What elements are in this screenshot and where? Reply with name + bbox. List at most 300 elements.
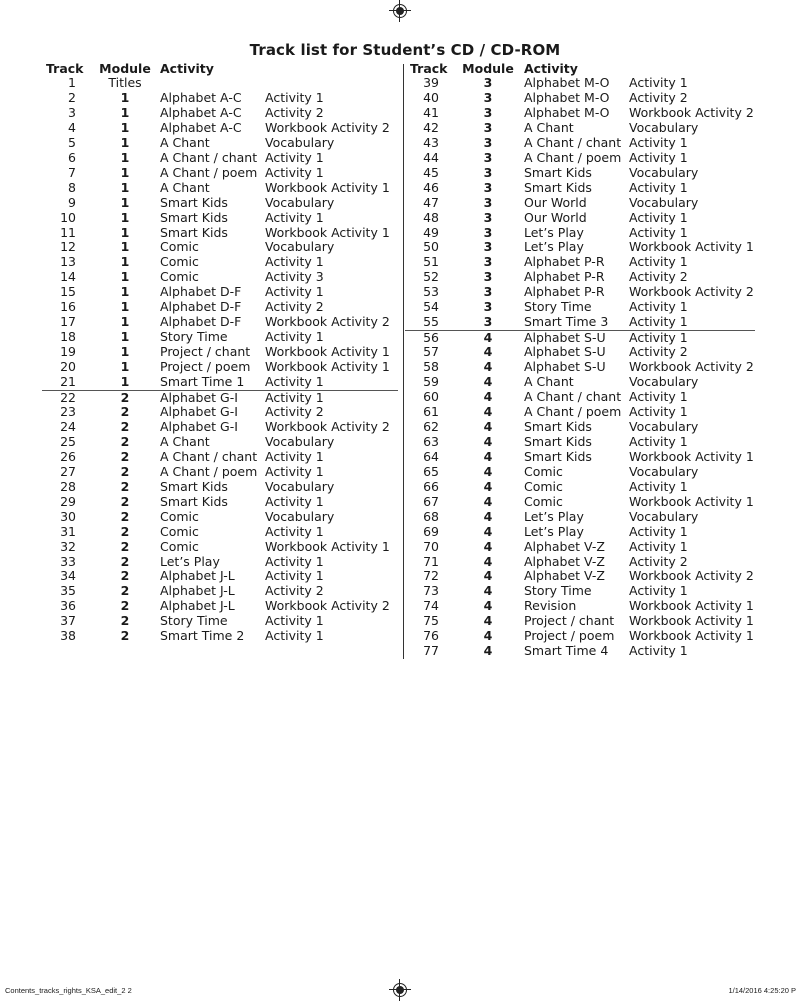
header-module: Module — [462, 61, 514, 76]
module-number: 4 — [483, 583, 493, 599]
module-number: 2 — [120, 568, 130, 584]
activity-name: Comic — [160, 239, 199, 255]
module-number: 2 — [120, 538, 130, 554]
activity-type: Workbook Activity 1 — [629, 493, 754, 509]
activity-type: Activity 1 — [265, 613, 324, 629]
module-number: 2 — [120, 598, 130, 614]
activity-name: Alphabet M-O — [524, 89, 610, 105]
activity-name: Alphabet D-F — [160, 314, 242, 330]
track-number: 19 — [60, 344, 76, 360]
activity-type: Workbook Activity 1 — [629, 628, 754, 644]
activity-type: Activity 2 — [265, 583, 324, 599]
track-number: 1 — [68, 75, 76, 90]
module-number: 3 — [483, 254, 493, 270]
track-number: 72 — [423, 568, 439, 584]
activity-name: Story Time — [524, 583, 592, 599]
table-row — [42, 315, 398, 330]
track-number: 16 — [60, 299, 76, 315]
activity-name: Alphabet J-L — [160, 598, 235, 614]
module-number: 1 — [120, 149, 130, 165]
module-number: 2 — [120, 433, 130, 449]
track-number: 64 — [423, 448, 439, 464]
table-row — [405, 569, 755, 584]
table-row — [405, 540, 755, 555]
module-number: 4 — [483, 359, 493, 375]
track-number: 69 — [423, 523, 439, 539]
activity-type: Workbook Activity 1 — [265, 224, 390, 240]
track-number: 26 — [60, 448, 76, 464]
activity-type: Activity 1 — [265, 553, 324, 569]
activity-name: Alphabet P-R — [524, 284, 605, 300]
module-number: 2 — [120, 390, 130, 406]
activity-type: Workbook Activity 1 — [629, 448, 754, 464]
activity-type: Activity 1 — [265, 493, 324, 509]
activity-name: Story Time — [524, 299, 592, 315]
track-number: 25 — [60, 433, 76, 449]
activity-name: A Chant — [160, 134, 210, 150]
activity-type: Workbook Activity 2 — [265, 418, 390, 434]
track-number: 36 — [60, 598, 76, 614]
activity-type: Activity 1 — [629, 523, 688, 539]
table-row — [42, 450, 398, 465]
track-number: 54 — [423, 299, 439, 315]
track-number: 5 — [68, 134, 76, 150]
track-number: 41 — [423, 104, 439, 120]
module-number: 1 — [120, 359, 130, 375]
track-number: 12 — [60, 239, 76, 255]
table-row — [405, 315, 755, 330]
module-number: 4 — [483, 463, 493, 479]
module-number: 2 — [120, 448, 130, 464]
track-number: 68 — [423, 508, 439, 524]
track-number: 75 — [423, 613, 439, 629]
table-row — [42, 136, 398, 151]
module-number: 1 — [120, 194, 130, 210]
table-row — [405, 435, 755, 450]
module-number: 2 — [120, 403, 130, 419]
module-number: 3 — [483, 149, 493, 165]
module-number: 1 — [120, 89, 130, 105]
table-row — [405, 106, 755, 121]
table-row — [42, 300, 398, 315]
table-row — [42, 240, 398, 255]
activity-name: A Chant — [160, 433, 210, 449]
activity-name: Comic — [160, 523, 199, 539]
table-row — [405, 405, 755, 420]
table-row — [405, 375, 755, 390]
column-divider — [403, 64, 404, 659]
activity-name: A Chant / poem — [524, 149, 622, 165]
table-row — [42, 510, 398, 525]
activity-name: A Chant / chant — [160, 149, 258, 165]
module-number: 1 — [120, 314, 130, 330]
activity-type: Workbook Activity 2 — [629, 284, 754, 300]
track-number: 77 — [423, 643, 439, 659]
table-row — [42, 91, 398, 106]
activity-type: Vocabulary — [265, 239, 335, 255]
track-number: 67 — [423, 493, 439, 509]
track-number: 29 — [60, 493, 76, 509]
activity-name: Smart Kids — [524, 179, 592, 195]
table-row — [405, 166, 755, 181]
activity-type: Vocabulary — [265, 134, 335, 150]
table-row — [405, 211, 755, 226]
activity-name: Alphabet P-R — [524, 254, 605, 270]
activity-name: Alphabet V-Z — [524, 538, 605, 554]
module-number: 3 — [483, 194, 493, 210]
activity-type: Workbook Activity 1 — [629, 613, 754, 629]
activity-type: Workbook Activity 1 — [265, 538, 390, 554]
activity-type: Workbook Activity 1 — [629, 598, 754, 614]
module-number: 3 — [483, 299, 493, 315]
track-number: 13 — [60, 254, 76, 270]
activity-name: Alphabet D-F — [160, 284, 242, 300]
activity-type: Activity 1 — [629, 643, 688, 659]
activity-name: Comic — [160, 538, 199, 554]
activity-name: Alphabet S-U — [524, 359, 606, 375]
track-number: 45 — [423, 164, 439, 180]
page-title: Track list for Student’s CD / CD-ROM — [249, 41, 561, 59]
track-number: 30 — [60, 508, 76, 524]
track-number: 57 — [423, 344, 439, 360]
activity-name: Alphabet P-R — [524, 269, 605, 285]
table-row — [405, 255, 755, 270]
table-header — [42, 61, 398, 76]
module-number: 4 — [483, 433, 493, 449]
module-number: 3 — [483, 209, 493, 225]
activity-name: Alphabet M-O — [524, 104, 610, 120]
activity-type: Vocabulary — [629, 463, 699, 479]
table-row — [405, 450, 755, 465]
table-row — [405, 510, 755, 525]
module-number: 4 — [483, 568, 493, 584]
track-number: 10 — [60, 209, 76, 225]
activity-type: Activity 1 — [265, 568, 324, 584]
activity-name: Let’s Play — [160, 553, 220, 569]
activity-name: Project / chant — [160, 344, 251, 360]
activity-type: Vocabulary — [629, 418, 699, 434]
activity-name: Our World — [524, 209, 587, 225]
activity-name: A Chant / chant — [524, 389, 622, 405]
footer-timestamp: 1/14/2016 4:25:20 P — [728, 986, 796, 995]
table-row — [42, 599, 398, 614]
activity-type: Activity 1 — [265, 329, 324, 345]
module-number: 4 — [483, 598, 493, 614]
track-number: 53 — [423, 284, 439, 300]
header-activity: Activity — [524, 61, 578, 76]
activity-name: Smart Kids — [160, 224, 228, 240]
module-number: 4 — [483, 448, 493, 464]
header-module: Module — [99, 61, 151, 76]
table-row — [405, 240, 755, 255]
table-row — [42, 285, 398, 300]
activity-name: Alphabet J-L — [160, 583, 235, 599]
table-row — [42, 614, 398, 629]
activity-type: Activity 1 — [629, 254, 688, 270]
module-number: 4 — [483, 344, 493, 360]
track-rows-left — [42, 76, 398, 644]
activity-name: Alphabet S-U — [524, 344, 606, 360]
module-number: 1 — [120, 344, 130, 360]
table-row — [405, 196, 755, 211]
module-number: 1 — [120, 239, 130, 255]
activity-name: Smart Kids — [524, 418, 592, 434]
activity-name: Our World — [524, 194, 587, 210]
track-number: 34 — [60, 568, 76, 584]
activity-type: Activity 2 — [265, 299, 324, 315]
module-number: 1 — [120, 104, 130, 120]
track-number: 22 — [60, 390, 76, 406]
activity-name: Comic — [524, 493, 563, 509]
activity-name: Alphabet D-F — [160, 299, 242, 315]
module-number: 4 — [483, 389, 493, 405]
track-number: 51 — [423, 254, 439, 270]
activity-type: Activity 2 — [265, 403, 324, 419]
module-number: 3 — [483, 314, 493, 330]
activity-name: Alphabet A-C — [160, 89, 242, 105]
table-row — [42, 569, 398, 584]
activity-name: A Chant — [160, 179, 210, 195]
activity-name: Comic — [160, 269, 199, 285]
track-number: 17 — [60, 314, 76, 330]
module-number: 4 — [483, 538, 493, 554]
track-number: 48 — [423, 209, 439, 225]
track-number: 28 — [60, 478, 76, 494]
activity-type: Activity 1 — [629, 179, 688, 195]
activity-type: Activity 2 — [265, 104, 324, 120]
activity-type: Vocabulary — [265, 508, 335, 524]
module-number: 3 — [483, 75, 493, 90]
track-number: 33 — [60, 553, 76, 569]
table-row — [405, 420, 755, 435]
activity-type: Activity 1 — [265, 254, 324, 270]
track-number: 52 — [423, 269, 439, 285]
table-row — [42, 166, 398, 181]
activity-name: Let’s Play — [524, 508, 584, 524]
activity-type: Activity 1 — [265, 209, 324, 225]
activity-type: Activity 1 — [629, 478, 688, 494]
module-number: 1 — [120, 329, 130, 345]
activity-name: A Chant / poem — [160, 463, 258, 479]
table-row — [405, 151, 755, 166]
module-number: 3 — [483, 119, 493, 135]
module-number: 1 — [120, 254, 130, 270]
track-number: 20 — [60, 359, 76, 375]
activity-type: Workbook Activity 1 — [265, 359, 390, 375]
activity-type: Activity 1 — [265, 149, 324, 165]
activity-name: Smart Kids — [524, 164, 592, 180]
table-row — [42, 540, 398, 555]
activity-name: Smart Time 2 — [160, 628, 245, 644]
track-number: 62 — [423, 418, 439, 434]
table-row — [405, 465, 755, 480]
track-number: 55 — [423, 314, 439, 330]
table-row — [42, 495, 398, 510]
activity-name: Comic — [160, 254, 199, 270]
table-row — [42, 480, 398, 495]
table-row — [405, 584, 755, 599]
activity-name: Smart Kids — [160, 209, 228, 225]
table-row — [42, 555, 398, 570]
activity-type: Activity 1 — [265, 390, 324, 406]
track-table-right — [405, 61, 755, 659]
table-row — [405, 121, 755, 136]
activity-type: Workbook Activity 2 — [265, 314, 390, 330]
activity-name: Project / poem — [160, 359, 251, 375]
track-number: 31 — [60, 523, 76, 539]
module-number: 3 — [483, 224, 493, 240]
activity-type: Vocabulary — [265, 194, 335, 210]
activity-type: Vocabulary — [265, 433, 335, 449]
activity-type: Activity 1 — [265, 374, 324, 390]
activity-type: Activity 2 — [629, 553, 688, 569]
module-number: 1 — [120, 224, 130, 240]
table-row — [405, 345, 755, 360]
activity-type: Vocabulary — [629, 119, 699, 135]
table-row — [405, 76, 755, 91]
module-number: 1 — [120, 164, 130, 180]
table-row — [405, 390, 755, 405]
track-number: 35 — [60, 583, 76, 599]
table-row — [42, 525, 398, 540]
activity-type: Activity 1 — [265, 463, 324, 479]
activity-type: Workbook Activity 2 — [265, 598, 390, 614]
header-track: Track — [410, 61, 448, 76]
activity-type: Activity 3 — [265, 269, 324, 285]
track-number: 6 — [68, 149, 76, 165]
activity-type: Activity 2 — [629, 344, 688, 360]
module-number: 2 — [120, 628, 130, 644]
module-number: 1 — [120, 134, 130, 150]
module-number: 3 — [483, 104, 493, 120]
track-number: 47 — [423, 194, 439, 210]
track-number: 43 — [423, 134, 439, 150]
activity-name: A Chant — [524, 374, 574, 390]
activity-name: Alphabet A-C — [160, 119, 242, 135]
track-number: 4 — [68, 119, 76, 135]
track-number: 59 — [423, 374, 439, 390]
module-number: 4 — [483, 613, 493, 629]
activity-type: Activity 1 — [265, 89, 324, 105]
activity-name: Alphabet J-L — [160, 568, 235, 584]
table-row — [42, 151, 398, 166]
table-row — [42, 435, 398, 450]
track-number: 2 — [68, 89, 76, 105]
table-row — [42, 465, 398, 480]
module-number: 4 — [483, 418, 493, 434]
module-number: Titles — [108, 75, 142, 90]
activity-name: A Chant / chant — [524, 134, 622, 150]
table-row — [405, 270, 755, 285]
track-number: 27 — [60, 463, 76, 479]
module-number: 4 — [483, 493, 493, 509]
activity-type: Workbook Activity 2 — [265, 119, 390, 135]
module-number: 4 — [483, 374, 493, 390]
track-number: 58 — [423, 359, 439, 375]
activity-name: Let’s Play — [524, 224, 584, 240]
activity-name: Revision — [524, 598, 577, 614]
track-number: 71 — [423, 553, 439, 569]
activity-type: Activity 1 — [629, 433, 688, 449]
table-row — [42, 121, 398, 136]
activity-name: Story Time — [160, 329, 228, 345]
module-number: 2 — [120, 463, 130, 479]
table-row — [42, 255, 398, 270]
module-number: 3 — [483, 89, 493, 105]
activity-name: Alphabet V-Z — [524, 568, 605, 584]
module-number: 4 — [483, 478, 493, 494]
activity-type: Activity 1 — [629, 314, 688, 330]
track-number: 38 — [60, 628, 76, 644]
activity-type: Activity 1 — [265, 448, 324, 464]
activity-type: Activity 1 — [265, 523, 324, 539]
activity-type: Workbook Activity 1 — [265, 179, 390, 195]
activity-name: Alphabet G-I — [160, 403, 238, 419]
module-number: 1 — [120, 179, 130, 195]
table-row — [405, 480, 755, 495]
table-row — [42, 629, 398, 644]
table-row — [42, 196, 398, 211]
module-number: 2 — [120, 523, 130, 539]
track-number: 11 — [60, 224, 76, 240]
activity-name: Comic — [160, 508, 199, 524]
table-row — [405, 136, 755, 151]
table-row — [405, 181, 755, 196]
registration-mark-icon — [393, 4, 407, 18]
activity-name: Comic — [524, 478, 563, 494]
table-row — [405, 629, 755, 644]
track-table-left — [42, 61, 398, 644]
activity-type: Activity 1 — [629, 134, 688, 150]
module-number: 4 — [483, 403, 493, 419]
activity-name: Let’s Play — [524, 523, 584, 539]
table-row — [42, 420, 398, 435]
module-number: 3 — [483, 164, 493, 180]
table-row — [405, 555, 755, 570]
activity-name: A Chant / poem — [524, 403, 622, 419]
track-number: 66 — [423, 478, 439, 494]
track-number: 50 — [423, 239, 439, 255]
module-number: 4 — [483, 643, 493, 659]
track-number: 73 — [423, 583, 439, 599]
activity-type: Vocabulary — [629, 508, 699, 524]
table-row — [42, 375, 398, 390]
activity-type: Activity 1 — [629, 330, 688, 346]
track-number: 65 — [423, 463, 439, 479]
track-number: 46 — [423, 179, 439, 195]
track-number: 21 — [60, 374, 76, 390]
module-number: 4 — [483, 523, 493, 539]
activity-name: Smart Kids — [524, 433, 592, 449]
table-row — [405, 285, 755, 300]
activity-name: Smart Time 1 — [160, 374, 245, 390]
track-number: 37 — [60, 613, 76, 629]
activity-type: Activity 2 — [629, 269, 688, 285]
activity-name: A Chant / chant — [160, 448, 258, 464]
track-number: 9 — [68, 194, 76, 210]
table-row — [405, 599, 755, 614]
table-row — [42, 211, 398, 226]
activity-name: A Chant — [524, 119, 574, 135]
header-activity: Activity — [160, 61, 214, 76]
activity-name: Smart Time 3 — [524, 314, 609, 330]
module-number: 4 — [483, 508, 493, 524]
activity-type: Activity 1 — [629, 389, 688, 405]
table-row — [405, 495, 755, 510]
activity-type: Activity 1 — [265, 628, 324, 644]
table-row — [405, 360, 755, 375]
activity-name: Smart Kids — [160, 194, 228, 210]
